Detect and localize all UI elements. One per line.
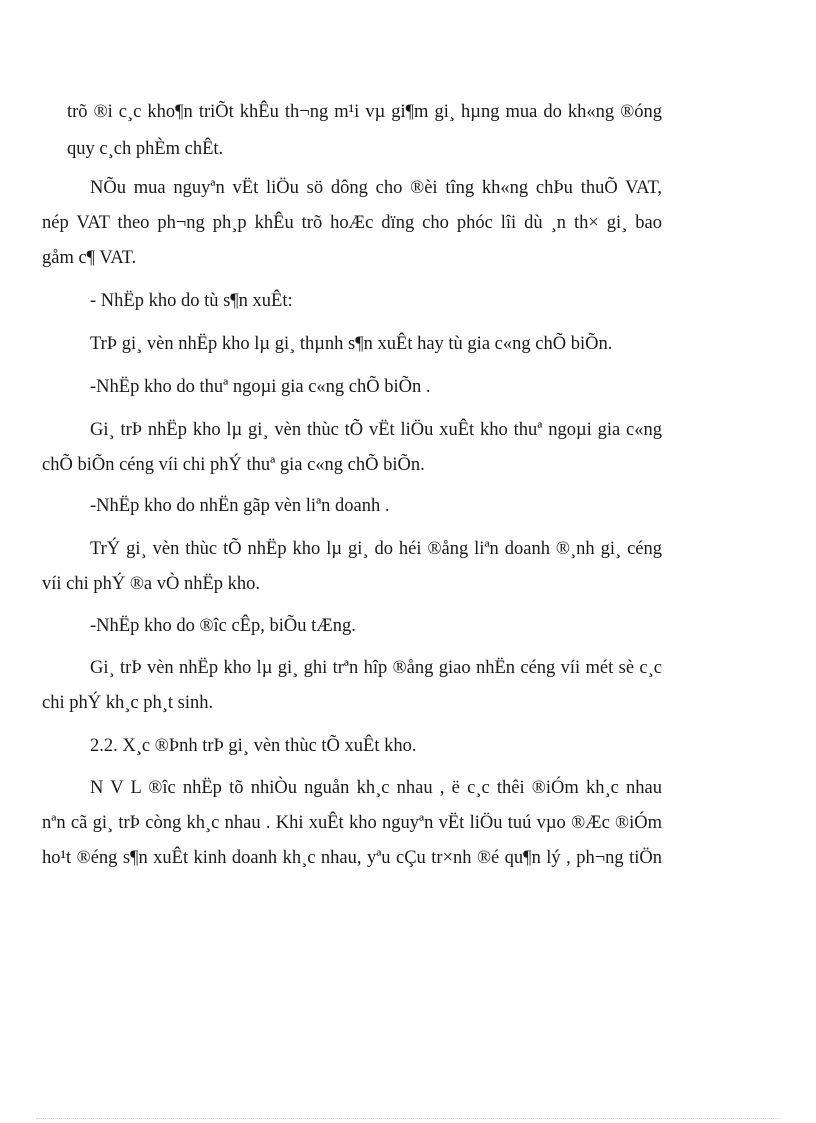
text-line: Gi¸ trÞ nhËp kho lµ gi¸ vèn thùc tÕ vËt liÖu xuÊt kho thuª ngoµi gia c«ng	[90, 420, 662, 440]
text-line: -NhËp kho do ®îc cÊp, biÕu tÆng.	[90, 616, 356, 636]
text-line: chi phÝ kh¸c ph¸t sinh.	[42, 693, 214, 713]
text-line: N V L ®îc nhËp tõ nhiÒu nguån kh¸c nhau , ë c¸c thêi ®iÓm kh¸c nhau	[90, 778, 662, 798]
text-line: NÕu mua nguyªn vËt liÖu sö dông cho ®èi tîng kh«ng chÞu thuÕ VAT,	[90, 178, 662, 198]
text-line: TrÞ gi¸ vèn nhËp kho lµ gi¸ thµnh s¶n xuÊt hay tù gia c«ng chÕ biÕn.	[90, 334, 613, 354]
text-line: TrÝ gi¸ vèn thùc tÕ nhËp kho lµ gi¸ do héi ®ång liªn doanh ®¸nh gi¸ céng	[90, 539, 662, 559]
text-line: -NhËp kho do nhËn gãp vèn liªn doanh .	[90, 496, 390, 516]
text-line: - NhËp kho do tù s¶n xuÊt:	[90, 291, 293, 311]
text-line: nép VAT theo ph¬ng ph¸p khÊu trõ hoÆc dïng cho phóc lîi dù ¸n th× gi¸ bao	[42, 213, 662, 233]
text-line: gåm c¶ VAT.	[42, 248, 137, 268]
text-line: quy c¸ch phÈm chÊt.	[67, 139, 224, 159]
text-line: -NhËp kho do thuª ngoµi gia c«ng chÕ biÕn .	[90, 377, 431, 397]
text-line: víi chi phÝ ®a vÒ nhËp kho.	[42, 574, 261, 594]
text-line: nªn cã gi¸ trÞ còng kh¸c nhau . Khi xuÊt kho nguyªn vËt liÖu tuú vµo ®Æc ®iÓm	[42, 813, 662, 833]
text-line: trõ ®i c¸c kho¶n triÕt khÊu th¬ng m¹i vµ gi¶m gi¸ hµng mua do kh«ng ®óng	[67, 102, 662, 122]
section-heading: 2.2. X¸c ®Þnh trÞ gi¸ vèn thùc tÕ xuÊt kho.	[90, 736, 417, 756]
text-line: Gi¸ trÞ vèn nhËp kho lµ gi¸ ghi trªn hîp ®ång giao nhËn céng víi mét sè c¸c	[90, 658, 662, 678]
page-bottom-divider	[36, 1118, 780, 1119]
text-line: ho¹t ®éng s¶n xuÊt kinh doanh kh¸c nhau, yªu cÇu tr×nh ®é qu¶n lý , ph¬ng tiÖn	[42, 848, 662, 868]
text-line: chÕ biÕn céng víi chi phÝ thuª gia c«ng chÕ biÕn.	[42, 455, 425, 475]
